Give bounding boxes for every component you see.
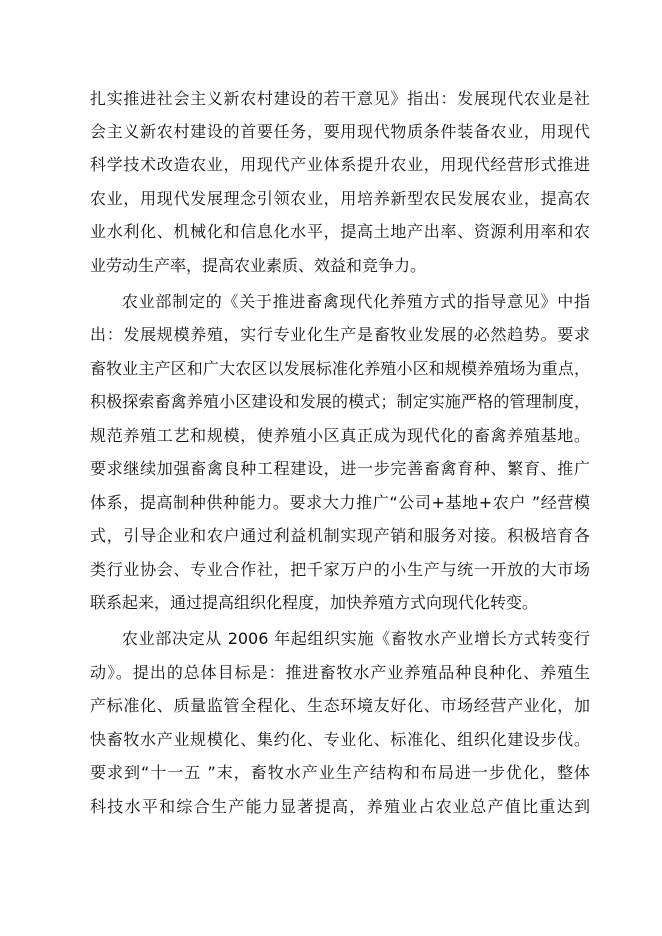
paragraph-3-line-2: 动》。提出的总体目标是：推进畜牧水产业养殖品种良种化、养殖生 (90, 663, 590, 682)
paragraph-1-line-3: 科学技术改造农业，用现代产业体系提升农业，用现代经营形式推进 (90, 155, 590, 174)
paragraph-2-line-1: 农业部制定的《关于推进畜禽现代化养殖方式的指导意见》中指 (122, 292, 590, 311)
paragraph-2-line-3: 畜牧业主产区和广大农区以发展标准化养殖小区和规模养殖场为重点， (90, 359, 590, 378)
paragraph-1-line-6: 业劳动生产率，提高农业素质、效益和竞争力。 (90, 256, 427, 275)
paragraph-2-line-4: 积极探索畜禽养殖小区建设和发展的模式；制定实施严格的管理制度， (90, 392, 590, 411)
paragraph-2-line-5: 规范养殖工艺和规模，使养殖小区真正成为现代化的畜禽养殖基地。 (90, 426, 590, 445)
paragraph-3-line-3: 产标准化、质量监管全程化、生态环境友好化、市场经营产业化，加 (90, 696, 590, 715)
paragraph-2-line-9: 类行业协会、专业合作社，把千家万户的小生产与统一开放的大市场 (90, 560, 590, 579)
paragraph-2-line-7: 体系，提高制种供种能力。要求大力推广“公司+基地+农户 ”经营模 (90, 493, 590, 512)
paragraph-3-line-4: 快畜牧水产业规模化、集约化、专业化、标准化、组织化建设步伐。 (90, 730, 590, 749)
paragraph-3-line-1: 农业部决定从 2006 年起组织实施《畜牧水产业增长方式转变行 (122, 629, 590, 648)
paragraph-1-line-1: 扎实推进社会主义新农村建设的若干意见》指出：发展现代农业是社 (90, 89, 590, 108)
paragraph-1-line-5: 业水利化、机械化和信息化水平，提高土地产出率、资源利用率和农 (90, 222, 590, 241)
paragraph-2-line-10: 联系起来，通过提高组织化程度，加快养殖方式向现代化转变。 (90, 593, 539, 612)
paragraph-2-line-6: 要求继续加强畜禽良种工程建设，进一步完善畜禽育种、繁育、推广 (90, 459, 590, 478)
paragraph-1-line-2: 会主义新农村建设的首要任务，要用现代物质条件装备农业，用现代 (90, 122, 590, 141)
paragraph-3-line-5: 要求到“十一五 ”末，畜牧水产业生产结构和布局进一步优化，整体 (90, 763, 590, 782)
paragraph-3-line-6: 科技水平和综合生产能力显著提高，养殖业占农业总产值比重达到 (90, 797, 590, 816)
paragraph-2-line-8: 式，引导企业和农户通过利益机制实现产销和服务对接。积极培育各 (90, 526, 590, 545)
paragraph-1-line-4: 农业，用现代发展理念引领农业，用培养新型农民发展农业，提高农 (90, 189, 590, 208)
paragraph-2-line-2: 出：发展规模养殖，实行专业化生产是畜牧业发展的必然趋势。要求 (90, 325, 590, 344)
